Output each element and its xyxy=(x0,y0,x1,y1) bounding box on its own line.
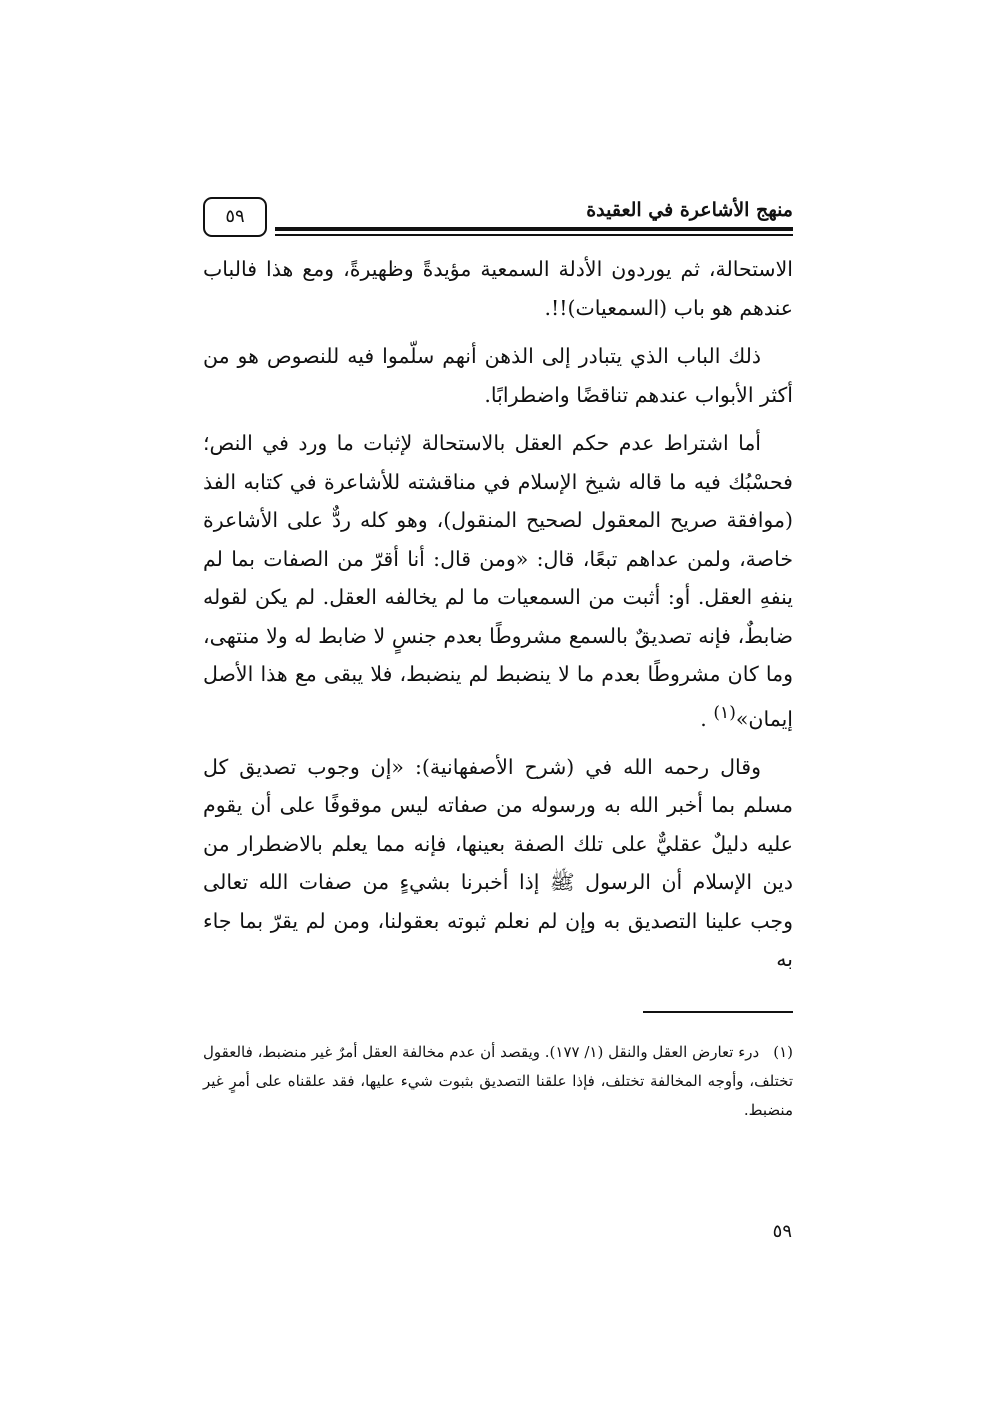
footnote-separator xyxy=(643,1011,793,1013)
paragraph-3-end: . xyxy=(700,706,707,731)
paragraph-2: ذلك الباب الذي يتبادر إلى الذهن أنهم سلّموا فيه للنصوص هو من أكثر الأبواب عندهم تناقضًا واضطرابًا. xyxy=(203,344,793,407)
paragraph-3-text: أما اشتراط عدم حكم العقل بالاستحالة لإثبات ما ورد في النص؛ فحسْبُك فيه ما قاله شيخ الإسلام في مناقشته للأشاعرة في كتابه الفذ (موافقة صريح المعقول لصحيح المنقول)، وهو كله ردٌّ على الأشاعرة خاصة، ولمن عداهم تبعًا، قال: «ومن قال: أنا أقرّ من الصفات بما لم ينفهِ العقل. أو: أثبت من السمعيات ما لم يخالفه العقل. لم يكن لقوله ضابطٌ، فإنه تصديقٌ بالسمع مشروطًا بعدم جنسٍ لا ضابط له ولا منتهى، وما كان مشروطًا بعدم ما لا ينضبط لم ينضبط، فلا يبقى مع هذا الأصل إيمان» xyxy=(203,431,793,731)
running-header xyxy=(203,197,793,243)
header-page-number-box: ٥٩ xyxy=(203,197,267,237)
paragraph-1: الاستحالة، ثم يوردون الأدلة السمعية مؤيدةً وظهيرةً، ومع هذا فالباب عندهم هو باب (السمعيات)!!. xyxy=(203,257,793,320)
footnote-reference: (١) xyxy=(713,702,736,723)
header-rule-thin xyxy=(275,234,793,236)
page-number: ٥٩ xyxy=(772,1221,792,1242)
main-text xyxy=(203,250,793,989)
paragraph-4: وقال رحمه الله في (شرح الأصفهانية): «إن وجوب تصديق كل مسلم بما أخبر الله به ورسوله من صفاته ليس موقوفًا على أن يقوم عليه دليلٌ عقليٌّ على تلك الصفة بعينها، فإنه مما يعلم بالاضطرار من دين الإسلام أن الرسول ﷺ إذا أخبرنا بشيءٍ من صفات الله تعالى وجب علينا التصديق به وإن لم نعلم ثبوته بعقولنا، ومن لم يقرّ بما جاء به xyxy=(203,754,793,972)
paragraph-3 xyxy=(203,424,793,738)
header-rule-thick xyxy=(275,227,793,231)
footnote-number: (١) xyxy=(773,1043,793,1061)
footnote xyxy=(203,1038,793,1125)
footnote-text: درء تعارض العقل والنقل (١/ ١٧٧). ويقصد أن عدم مخالفة العقل أمرٌ غير منضبط، فالعقول تختلف، وأوجه المخالفة تختلف، فإذا علقنا التصديق بثبوت شيء عليها، فقد علقناه على أمرٍ غير منضبط. xyxy=(203,1043,793,1119)
running-header-title: منهج الأشاعرة في العقيدة xyxy=(586,199,793,221)
